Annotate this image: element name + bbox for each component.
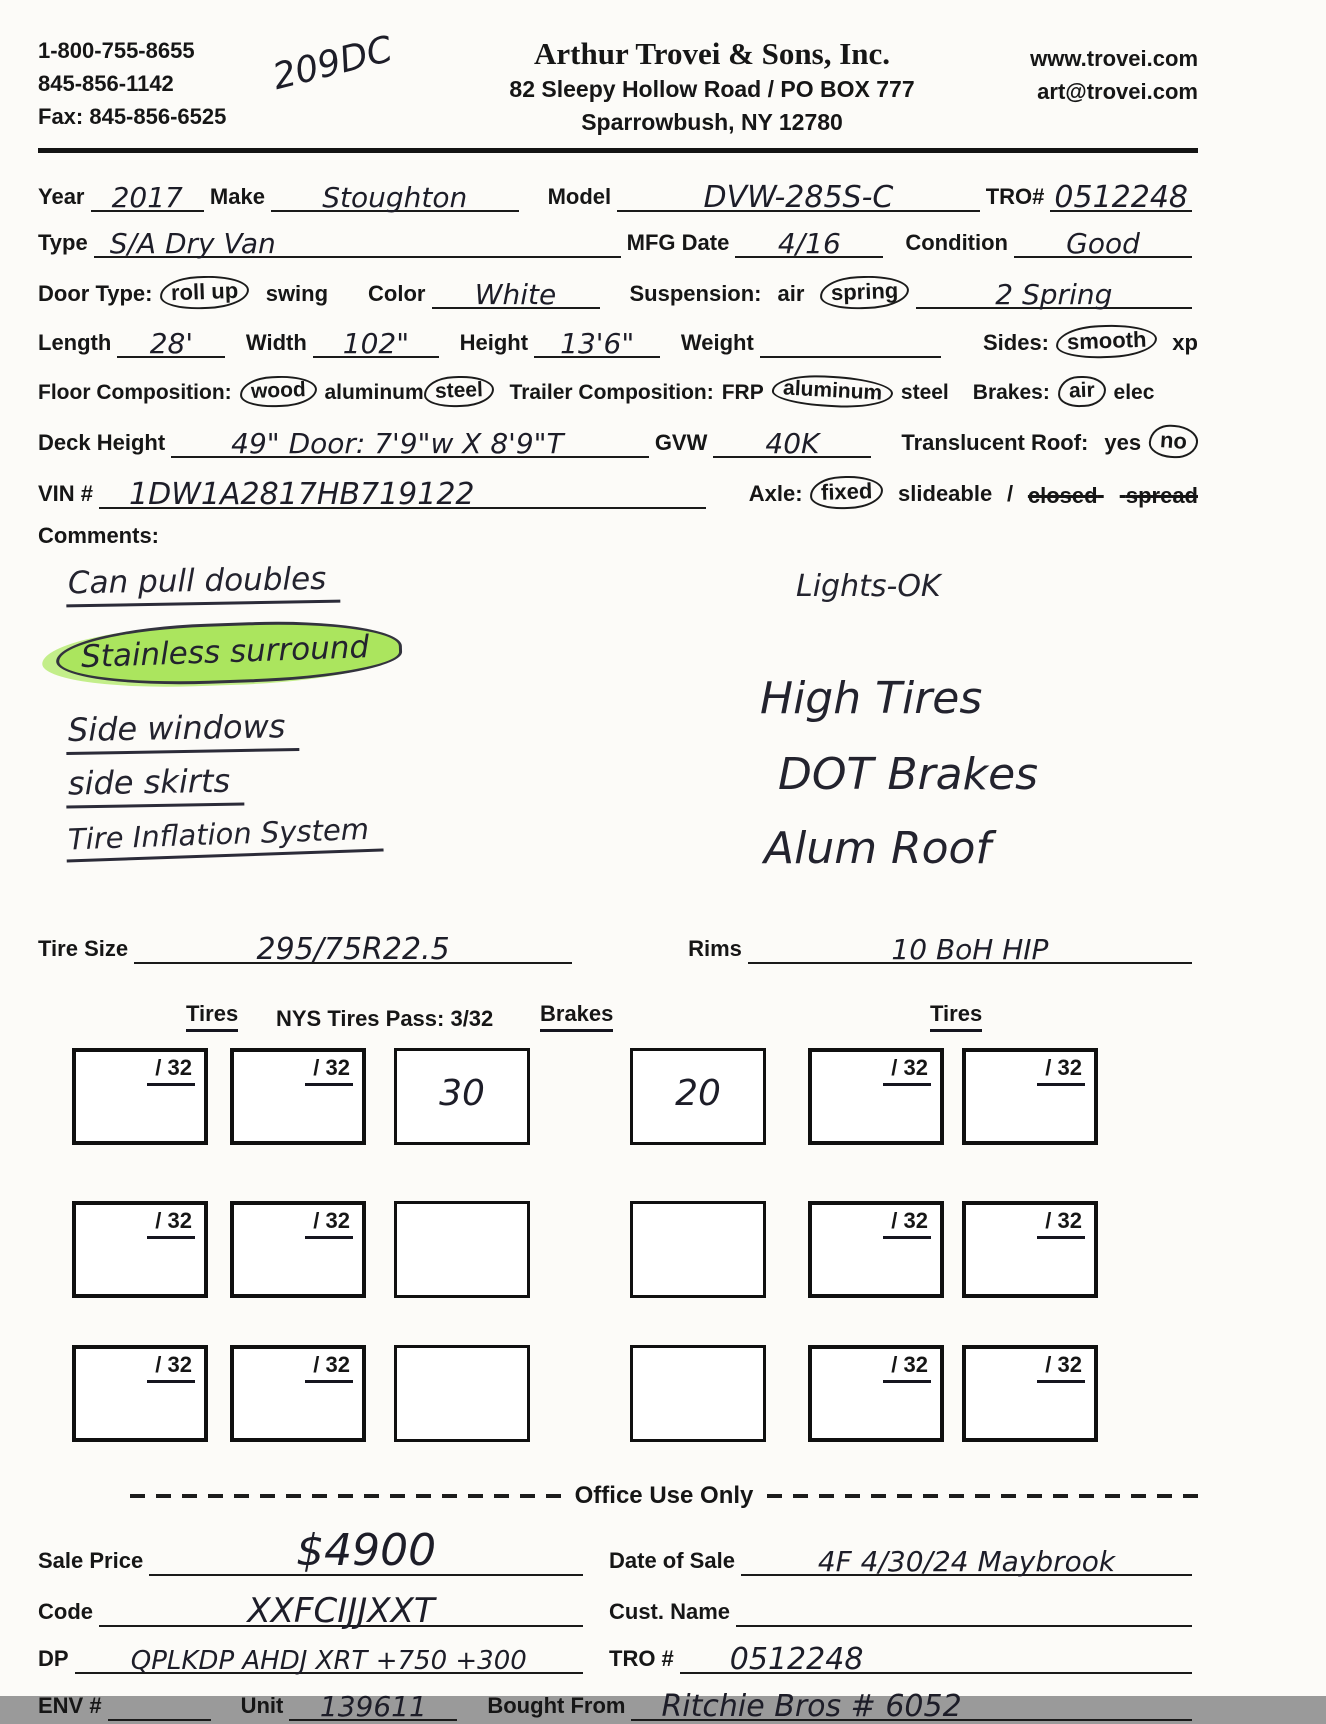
- sides-smooth-circled: smooth: [1056, 323, 1159, 360]
- trailer-composition-label: Trailer Composition:: [509, 381, 714, 405]
- row-dp-tro: [38, 1641, 1198, 1677]
- brake-box-left: [394, 1048, 530, 1145]
- tread-fraction: / 32: [883, 1352, 931, 1383]
- door-type-rollup-circled: roll up: [160, 275, 250, 311]
- brake-value-left: 30: [439, 1073, 485, 1115]
- tire-box: [230, 1201, 366, 1298]
- floor-steel-circled: steel: [423, 375, 494, 408]
- tread-fraction: / 32: [1037, 1208, 1085, 1239]
- row-saleprice-date: [38, 1525, 1198, 1578]
- letterhead: [38, 28, 1198, 138]
- model-field: DVW-285S-C: [617, 181, 980, 212]
- axle-label: Axle:: [748, 481, 803, 507]
- trailer-steel: steel: [900, 381, 949, 405]
- office-use-only-title: Office Use Only: [574, 1482, 754, 1510]
- grid-row-3: [38, 1345, 1198, 1442]
- gvw-field: 40K: [713, 428, 871, 458]
- dp-field: QPLKDP AHDJ XRT +750 +300: [75, 1646, 583, 1674]
- comment-side-skirts: side skirts: [66, 762, 245, 809]
- comment-stainless-surround-highlighted: Stainless surround: [55, 617, 403, 689]
- divider-dashes-right: [767, 1494, 1198, 1498]
- suspension-note-field: 2 Spring: [916, 279, 1192, 309]
- tread-fraction: / 32: [883, 1208, 931, 1239]
- cust-name-field: [736, 1599, 1192, 1627]
- color-label: Color: [368, 281, 426, 307]
- nys-tires-pass-header: NYS Tires Pass: 3/32: [276, 1006, 494, 1032]
- year-label: Year: [38, 184, 85, 210]
- comment-alum-roof: Alum Roof: [764, 823, 991, 875]
- date-of-sale-label: Date of Sale: [609, 1547, 735, 1573]
- tread-fraction: / 32: [1037, 1055, 1085, 1086]
- brake-value-right: 20: [675, 1073, 721, 1115]
- tread-fraction: / 32: [147, 1208, 195, 1239]
- brakes-header: Brakes: [540, 1001, 613, 1032]
- sides-label: Sides:: [982, 330, 1050, 356]
- door-type-label: Door Type:: [38, 281, 153, 307]
- make-label: Make: [209, 184, 265, 210]
- brakes-label: Brakes:: [972, 381, 1050, 405]
- suspension-label: Suspension:: [629, 281, 762, 307]
- mfg-date-label: MFG Date: [626, 230, 730, 256]
- tire-box: [230, 1345, 366, 1442]
- tire-box: [230, 1048, 366, 1145]
- comment-dot-brakes: DOT Brakes: [778, 749, 1039, 801]
- row-dimensions: [38, 325, 1198, 361]
- unit-label: Unit: [240, 1692, 284, 1718]
- row-env-unit-boughtfrom: [38, 1688, 1198, 1724]
- company-block: [394, 36, 1030, 138]
- tread-fraction: / 32: [305, 1055, 353, 1086]
- company-address-line2: Sparrowbush, NY 12780: [581, 109, 843, 136]
- phone-local: 845-856-1142: [38, 71, 174, 96]
- unit-field: 139611: [289, 1691, 457, 1721]
- axle-closed: closed: [1027, 483, 1098, 509]
- date-of-sale-field: 4F 4/30/24 Maybrook: [741, 1546, 1192, 1576]
- handwritten-stamp: 209DC: [269, 28, 397, 99]
- tire-box: [808, 1201, 944, 1298]
- header-divider: [38, 148, 1198, 153]
- contact-phones: [38, 34, 226, 133]
- comment-high-tires: High Tires: [760, 673, 983, 725]
- type-field: S/A Dry Van: [94, 228, 621, 258]
- row-tire-size-rims: [38, 932, 1198, 968]
- tire-box: [962, 1201, 1098, 1298]
- tread-fraction: / 32: [147, 1352, 195, 1383]
- condition-label: Condition: [905, 230, 1008, 256]
- rims-field: 10 BoH HIP: [748, 934, 1192, 964]
- row-compositions: [38, 376, 1198, 407]
- vin-field: 1DW1A2817HB719122: [99, 478, 706, 509]
- row-door-color-suspension: [38, 276, 1198, 312]
- office-use-divider: [38, 1482, 1198, 1510]
- env-field: [108, 1693, 211, 1721]
- row-deck-gvw-roof: [38, 425, 1198, 461]
- tread-fraction: / 32: [1037, 1352, 1085, 1383]
- rims-label: Rims: [688, 936, 742, 962]
- floor-composition-label: Floor Composition:: [38, 381, 232, 405]
- grid-headers: [38, 990, 1198, 1032]
- axle-slash: /: [1006, 481, 1014, 507]
- cust-name-label: Cust. Name: [609, 1598, 731, 1624]
- suspension-air: air: [777, 281, 805, 307]
- email: art@trovei.com: [1037, 79, 1198, 104]
- divider-dashes-left: [130, 1494, 561, 1498]
- sides-xp: xp: [1172, 330, 1198, 356]
- model-label: Model: [547, 184, 612, 210]
- tire-box: [808, 1048, 944, 1145]
- tro-field: 0512248: [1050, 181, 1192, 212]
- code-label: Code: [38, 1598, 93, 1624]
- suspension-spring-circled: spring: [820, 275, 910, 311]
- comments-label: Comments:: [38, 523, 160, 549]
- mfg-date-field: 4/16: [735, 228, 883, 258]
- tire-box: [962, 1048, 1098, 1145]
- brake-box-left: [394, 1345, 530, 1442]
- height-field: 13'6": [534, 328, 660, 358]
- row-vin-axle: [38, 476, 1198, 513]
- office-tro-field: 0512248: [680, 1643, 1192, 1674]
- bought-from-label: Bought From: [487, 1692, 626, 1718]
- width-field: 102": [313, 328, 439, 358]
- comment-can-pull-doubles: Can pull doubles: [66, 561, 341, 608]
- tro-label: TRO#: [985, 184, 1045, 210]
- tire-box: [808, 1345, 944, 1442]
- length-label: Length: [38, 330, 112, 356]
- deck-height-field: 49" Door: 7'9"w X 8'9"T: [171, 428, 649, 458]
- tires-header-right: Tires: [930, 1001, 982, 1032]
- year-field: 2017: [91, 182, 204, 212]
- brakes-air-circled: air: [1057, 375, 1106, 408]
- phone-toll-free: 1-800-755-8655: [38, 38, 195, 63]
- tires-header-left: Tires: [186, 1001, 238, 1032]
- tire-box: [72, 1048, 208, 1145]
- comment-tire-inflation-system: Tire Inflation System: [65, 812, 383, 863]
- trailer-aluminum-circled: aluminum: [771, 373, 894, 410]
- make-field: Stoughton: [271, 182, 519, 212]
- company-name: Arthur Trovei & Sons, Inc.: [534, 36, 891, 71]
- comments-label-row: [38, 523, 1198, 551]
- comment-side-windows: Side windows: [66, 707, 300, 755]
- grid-row-2: [38, 1201, 1198, 1298]
- condition-field: Good: [1014, 228, 1192, 258]
- weight-field: [760, 330, 941, 358]
- translucent-roof-label: Translucent Roof:: [901, 430, 1089, 456]
- env-label: ENV #: [38, 1692, 102, 1718]
- axle-slideable: slideable: [898, 481, 993, 507]
- door-type-swing: swing: [265, 281, 329, 307]
- brake-box-left: [394, 1201, 530, 1298]
- sale-price-field: $4900: [149, 1532, 583, 1576]
- weight-label: Weight: [680, 330, 754, 356]
- dp-label: DP: [38, 1645, 69, 1671]
- office-tro-label: TRO #: [609, 1645, 674, 1671]
- comment-lights-ok: Lights-OK: [796, 569, 941, 605]
- website: www.trovei.com: [1030, 46, 1198, 71]
- code-field: XXFCIJJXXT: [99, 1592, 583, 1627]
- deck-height-label: Deck Height: [38, 430, 166, 456]
- type-label: Type: [38, 230, 88, 256]
- row-type-mfg-condition: [38, 227, 1198, 261]
- tread-fraction: / 32: [305, 1208, 353, 1239]
- brake-box-right: [630, 1048, 766, 1145]
- axle-closed-spread-struck: [1028, 483, 1198, 509]
- grid-row-1: [38, 1048, 1198, 1145]
- length-field: 28': [117, 328, 225, 358]
- vin-label: VIN #: [38, 481, 94, 507]
- floor-aluminum: aluminum: [324, 381, 424, 405]
- roof-no-circled: no: [1148, 423, 1199, 459]
- tire-box: [72, 1201, 208, 1298]
- brake-box-right: [630, 1345, 766, 1442]
- width-label: Width: [245, 330, 307, 356]
- sale-price-label: Sale Price: [38, 1547, 144, 1573]
- floor-wood-circled: wood: [239, 375, 317, 409]
- gvw-label: GVW: [654, 430, 708, 456]
- web-contacts: [1030, 42, 1198, 108]
- tread-fraction: / 32: [305, 1352, 353, 1383]
- comments-area: [38, 551, 1198, 923]
- tread-fraction: / 32: [883, 1055, 931, 1086]
- fax-number: Fax: 845-856-6525: [38, 104, 227, 129]
- height-label: Height: [459, 330, 529, 356]
- tread-fraction: / 32: [147, 1055, 195, 1086]
- row-code-custname: [38, 1590, 1198, 1631]
- tire-size-label: Tire Size: [38, 936, 129, 962]
- brake-box-right: [630, 1201, 766, 1298]
- tire-size-field: 295/75R22.5: [134, 933, 572, 964]
- row-year-make-model-tro: [38, 180, 1198, 216]
- axle-spread: spread: [1125, 483, 1198, 509]
- trailer-frp: FRP: [721, 381, 764, 405]
- company-address-line1: 82 Sleepy Hollow Road / PO BOX 777: [509, 76, 915, 102]
- axle-fixed-circled: fixed: [809, 475, 883, 511]
- tire-box: [962, 1345, 1098, 1442]
- bought-from-field: Ritchie Bros # 6052: [631, 1690, 1192, 1721]
- tire-box: [72, 1345, 208, 1442]
- color-field: White: [432, 279, 600, 309]
- brakes-elec: elec: [1113, 381, 1155, 405]
- roof-yes: yes: [1104, 430, 1142, 456]
